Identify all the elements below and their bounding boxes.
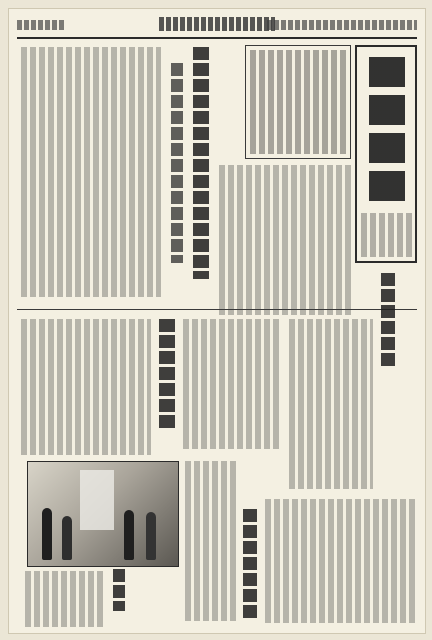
right-article-body — [219, 165, 353, 315]
right-news-headline — [381, 273, 395, 367]
newspaper-page — [8, 8, 426, 634]
horizontal-divider — [17, 309, 417, 310]
bottom-headline — [243, 509, 257, 619]
person-figure — [62, 516, 72, 560]
right-news-column — [289, 319, 373, 489]
header-title-area — [159, 17, 275, 31]
newspaper-masthead-logo-icon — [369, 57, 405, 207]
photo-caption-heading — [113, 569, 125, 611]
person-figure — [146, 512, 156, 560]
bottom-right-article-body — [265, 499, 415, 623]
second-headline — [159, 319, 175, 431]
header-date-area — [267, 20, 417, 30]
publication-info-box — [245, 45, 351, 159]
photo-caption-text — [25, 571, 105, 627]
second-article-body — [21, 319, 151, 455]
lead-subheadline — [171, 63, 183, 263]
bottom-article-body — [185, 461, 237, 621]
news-photo — [27, 461, 179, 567]
publication-info-text — [250, 50, 346, 154]
top-header-bar — [17, 15, 417, 39]
masthead-box — [355, 45, 417, 263]
lead-headline — [193, 47, 209, 279]
masthead-info-text — [361, 213, 413, 257]
page-number-area — [17, 20, 65, 30]
lead-article-body — [21, 47, 161, 297]
person-figure — [42, 508, 52, 560]
brief-news-column — [183, 319, 279, 449]
person-figure — [124, 510, 134, 560]
